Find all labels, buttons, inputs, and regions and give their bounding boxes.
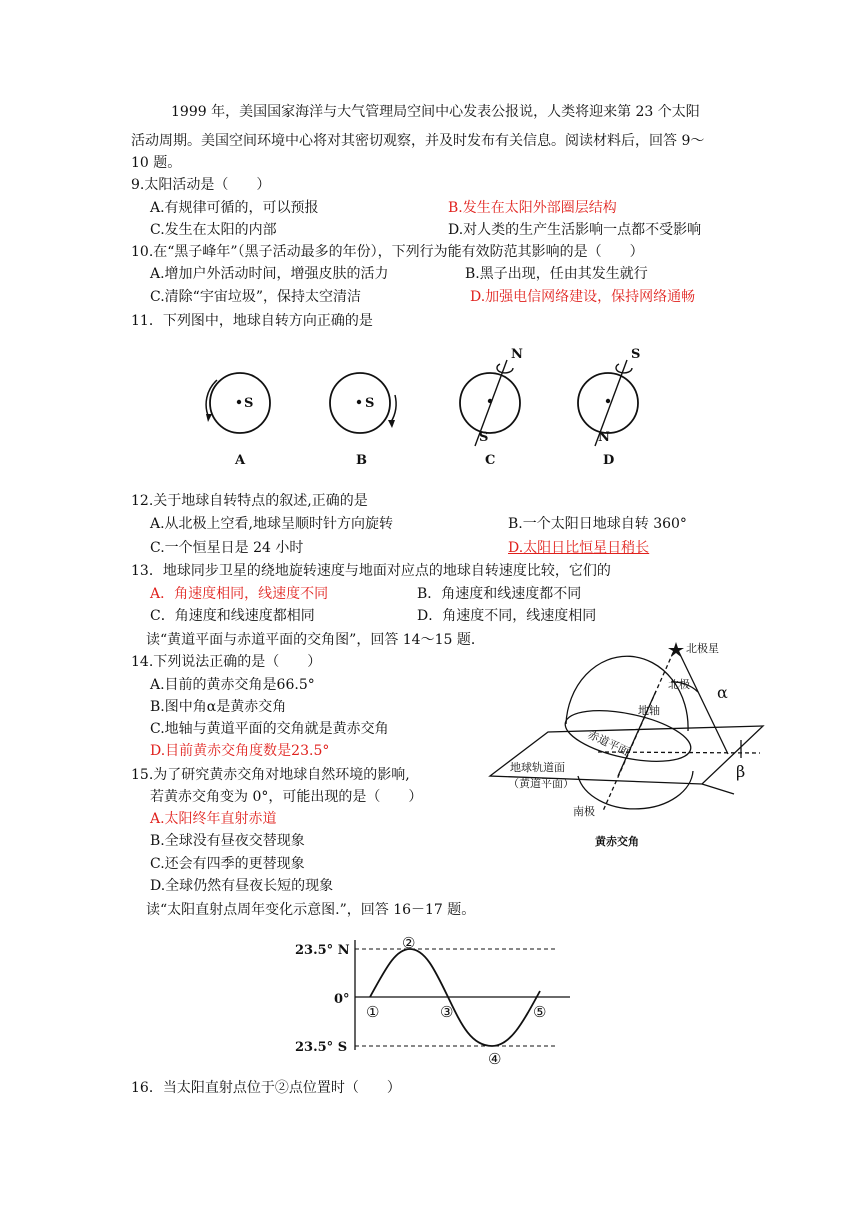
point-4: ④ [488,1050,502,1068]
q16-stem: 16．当太阳直射点位于②点位置时（ ） [131,1080,401,1096]
figure-d-top: S [631,347,641,362]
label-orbit-plane-sub: （黄道平面） [508,777,574,790]
q12-option-b: B.一个太阳日地球自转 360° [508,516,687,532]
north-star-icon [668,642,684,657]
label-north-pole: 北极 [668,678,690,691]
q15-option-a: A.太阳终年直射赤道 [150,811,277,827]
label-orbit-plane: 地球轨道面 [510,761,565,774]
label-beta: β [736,762,746,781]
q9-option-b: B.发生在太阳外部圈层结构 [448,200,617,216]
q13-option-b: B．角速度和线速度都不同 [417,586,582,602]
q10-option-d: D.加强电信网络建设，保持网络通畅 [470,289,696,305]
q12-option-a: A.从北极上空看,地球呈顺时针方向旋转 [150,516,394,532]
q10-option-a: A.增加户外活动时间，增强皮肤的活力 [150,266,389,282]
figure-a-arrowhead [206,414,212,422]
label-23-5-s: 23.5° S [295,1040,348,1055]
q9-stem: 9.太阳活动是（ ） [131,177,271,193]
q9-option-d: D.对人类的生产生活影响一点都不受影响 [448,222,702,238]
figure-b-arrowhead [388,420,395,428]
q15-stem-line1: 15.为了研究黄赤交角对地球自然环境的影响, [131,767,410,783]
beta-line [702,784,734,794]
q13-option-a: A．角速度相同，线速度不同 [150,586,329,602]
ecliptic-equator-figure [488,636,768,854]
label-23-5-n: 23.5° N [295,943,350,958]
figure-b-arrow [391,395,396,422]
q11-stem: 11．下列图中，地球自转方向正确的是 [131,313,373,329]
figure-label-b: B [356,453,367,468]
earth-upper-outline [566,656,688,731]
q14-option-d: D.目前黄赤交角度数是23.5° [150,743,330,759]
q14-stem: 14.下列说法正确的是（ ） [131,654,322,670]
point-2: ② [402,934,416,952]
q15-option-b: B.全球没有昼夜交替现象 [150,833,305,849]
figure-d-bottom: N [598,430,610,445]
intro-line1: 1999 年，美国国家海洋与大气管理局空间中心发表公报说，人类将迎来第 23 个太阳 [171,104,700,120]
q10-option-b: B.黑子出现，任由其发生就行 [465,266,648,282]
label-equator-plane: 赤道平面 [585,727,632,759]
label-zero: 0° [334,992,350,1007]
q12-option-c: C.一个恒星日是 24 小时 [150,540,304,556]
figure-label-d: D [603,453,615,468]
q14-option-c: C.地轴与黄道平面的交角就是黄赤交角 [150,721,389,737]
q12-option-d: D.太阳日比恒星日稍长 [508,540,650,556]
equator-plane-disc [561,701,695,771]
q13-stem: 13．地球同步卫星的绕地旋转速度与地面对应点的地球自转速度比较，它们的 [131,563,611,579]
point-3: ③ [440,1003,454,1021]
q10-stem: 10.在“黑子峰年”（黑子活动最多的年份），下列行为能有效防范其影响的是（ ） [131,244,644,260]
q9-option-a: A.有规律可循的，可以预报 [150,200,319,216]
earth-lower-outline [578,771,693,809]
point-1: ① [366,1003,380,1021]
label-axis: 地轴 [638,704,660,717]
figure-label-a: A [235,453,246,468]
intro-line2: 活动周期。美国空间环境中心将对其密切观察，并及时发布有关信息。阅读材料后，回答 9～ [131,133,705,149]
q14-option-a: A.目前的黄赤交角是66.5° [150,677,315,693]
q10-option-c: C.清除“宇宙垃圾”，保持太空清洁 [150,289,361,305]
figure-a-center: S [244,396,254,411]
read-instruction-1: 读“黄道平面与赤道平面的交角图”，回答 14～15 题． [146,632,485,648]
q15-stem-line2: 若黄赤交角变为 0°，可能出现的是（ ） [150,789,423,805]
q12-stem: 12.关于地球自转特点的叙述,正确的是 [131,493,368,509]
q14-option-b: B.图中角α是黄赤交角 [150,699,287,715]
figure-caption: 黄赤交角 [595,835,639,848]
intro-line3: 10 题。 [131,155,182,171]
label-north-star: 北极星 [686,642,719,655]
q15-option-c: C.还会有四季的更替现象 [150,856,305,872]
label-alpha: α [717,683,728,702]
q13-option-d: D．角速度不同，线速度相同 [417,608,597,624]
q9-option-c: C.发生在太阳的内部 [150,222,277,238]
figure-c-top: N [511,347,523,362]
rotation-direction-figure [195,340,665,470]
figure-b-center: S [365,396,375,411]
label-south-pole: 南极 [573,805,595,818]
q15-option-d: D.全球仍然有昼夜长短的现象 [150,878,334,894]
read-instruction-2: 读“太阳直射点周年变化示意图.”，回答 16－17 题。 [146,902,476,918]
subsolar-point-figure [290,930,580,1070]
figure-c-bottom: S [479,430,489,445]
q13-option-c: C．角速度和线速度都相同 [150,608,315,624]
figure-label-c: C [485,453,496,468]
point-5: ⑤ [533,1003,547,1021]
